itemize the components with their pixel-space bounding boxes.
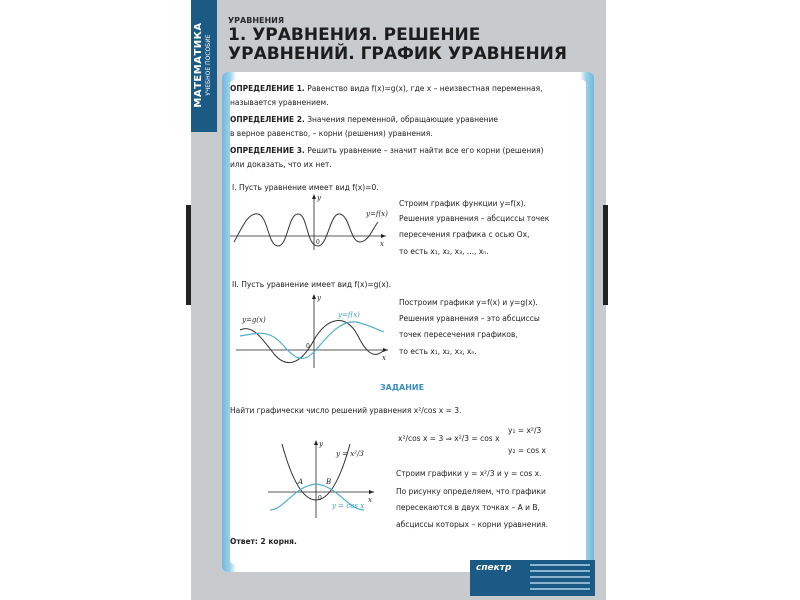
case-1-line-4: то есть x₁, x₂, x₃, ..., xₙ. <box>399 247 489 256</box>
task-y1: y₁ = x²/3 <box>508 426 542 435</box>
task-transform: x²/cos x = 3 ⇒ x²/3 = cos x <box>398 434 500 443</box>
case-1-heading: I. Пусть уравнение имеет вид f(x)=0. <box>232 183 379 192</box>
task-graph <box>264 438 378 522</box>
case-2-f-label: y=f(x) <box>338 311 360 319</box>
case-2-line-4: то есть x₁, x₂, x₃, xₙ. <box>399 347 477 356</box>
subject-spine <box>191 0 217 132</box>
case-1-line-1: Строим график функции y=f(x). <box>399 199 526 208</box>
page-title: 1. УРАВНЕНИЯ. РЕШЕНИЕ УРАВНЕНИЙ. ГРАФИК УРАВНЕНИЯ <box>228 25 567 64</box>
section-label: УРАВНЕНИЯ <box>228 16 285 25</box>
task-build: Строим графики y = x²/3 и y = cos x. <box>396 469 542 478</box>
definition-2-cont: в верное равенство, – корни (решения) уравнения. <box>230 129 433 138</box>
case-1-origin: 0 <box>316 239 320 246</box>
definition-2: ОПРЕДЕЛЕНИЕ 2. Значения переменной, обращающие уравнение <box>230 115 499 124</box>
case-2-origin: 0 <box>306 343 310 350</box>
task-origin: 0 <box>318 495 322 502</box>
case-1-func-label: y=f(x) <box>366 210 388 218</box>
case-2-line-1: Построим графики y=f(x) и y=g(x). <box>399 298 538 307</box>
definition-3-cont: или доказать, что их нет. <box>230 160 332 169</box>
subject-subtitle: УЧЕБНОЕ ПОСОБИЕ <box>205 34 212 96</box>
task-result-2: пересекаются в двух точках – A и B, <box>396 503 540 512</box>
task-point-a: A <box>298 478 304 486</box>
publisher-logo: спектр <box>476 563 512 573</box>
task-x-label: x <box>368 496 372 504</box>
task-y-label: y <box>319 440 323 448</box>
case-2-g-label: y=g(x) <box>242 316 266 324</box>
task-result-3: абсциссы которых – корни уравнения. <box>396 520 549 529</box>
case-2-graph <box>234 292 392 370</box>
definition-1: ОПРЕДЕЛЕНИЕ 1. Равенство вида f(x)=g(x), где x – неизвестная переменная, <box>230 84 543 93</box>
case-2-x-label: x <box>382 354 386 362</box>
task-parab-label: y = x²/3 <box>336 450 364 458</box>
definition-3: ОПРЕДЕЛЕНИЕ 3. Решить уравнение – значит найти все его корни (решения) <box>230 146 544 155</box>
task-statement: Найти графически число решений уравнения x²/cos x = 3. <box>230 406 462 415</box>
case-1-line-3: пересечения графика с осью Ox, <box>399 230 530 239</box>
task-heading: ЗАДАНИЕ <box>380 383 425 392</box>
case-2-line-2: Решения уравнения – это абсциссы <box>399 314 540 323</box>
publisher-info-lines <box>530 564 590 594</box>
case-1-graph <box>228 192 390 252</box>
case-1-line-2: Решения уравнения – абсциссы точек <box>399 214 550 223</box>
task-result-1: По рисунку определяем, что графики <box>396 487 546 496</box>
case-2-curve-g <box>240 322 384 359</box>
right-edge-mark <box>603 205 608 305</box>
task-answer: Ответ: 2 корня. <box>230 537 297 546</box>
case-2-line-3: точек пересечения графиков, <box>399 330 518 339</box>
subject-title: МАТЕМАТИКА <box>193 22 204 108</box>
case-1-x-label: x <box>380 240 384 248</box>
definition-1-cont: называется уравнением. <box>230 98 329 107</box>
left-edge-mark <box>186 205 191 305</box>
case-1-curve <box>234 214 378 246</box>
case-2-y-label: y <box>317 294 321 302</box>
task-point-b: B <box>326 478 332 486</box>
case-1-y-label: y <box>317 194 321 202</box>
task-y2: y₂ = cos x <box>508 446 546 455</box>
task-cos-label: y = cos x <box>332 502 365 510</box>
case-2-heading: II. Пусть уравнение имеет вид f(x)=g(x). <box>232 280 392 289</box>
case-2-curve-f <box>240 321 384 363</box>
